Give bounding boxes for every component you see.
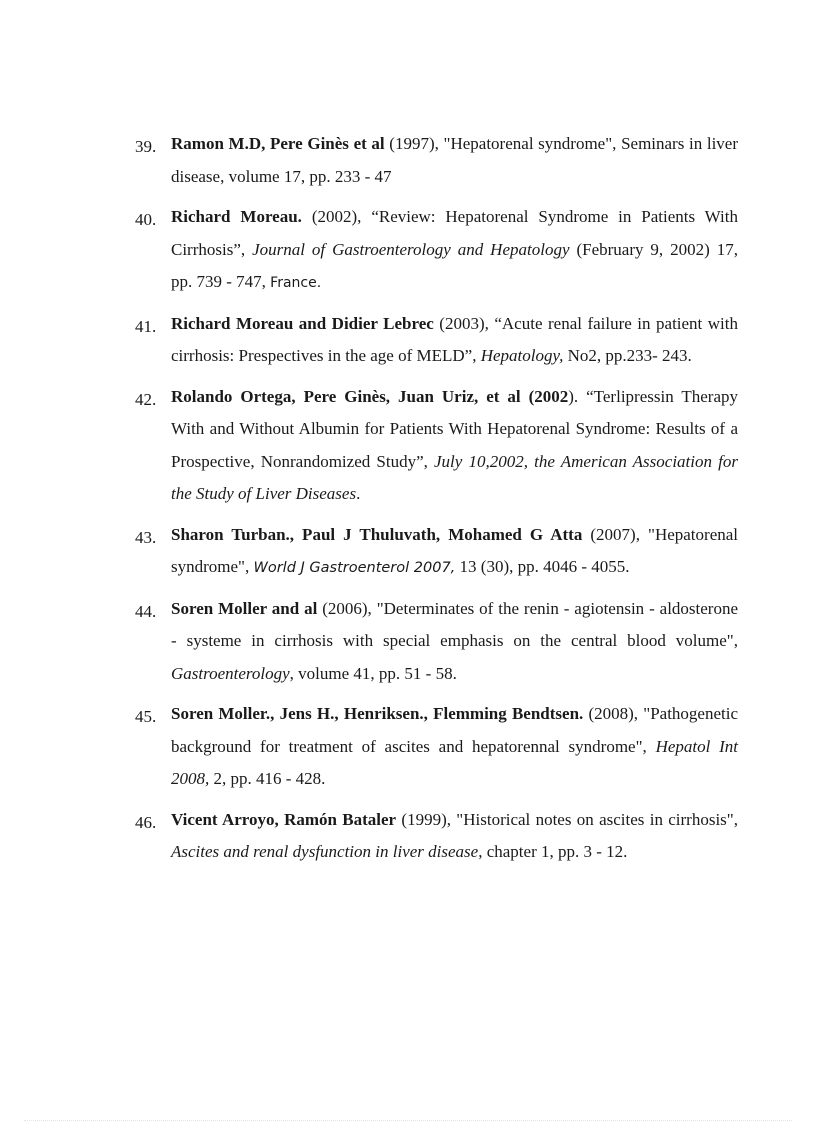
reference-journal: Hepatol Int 2008, [171,736,738,788]
reference-text [171,128,738,193]
reference-journal: Hepatology, [480,346,564,365]
reference-journal: Gastroenterology [171,663,290,683]
reference-item-39 [0,128,816,193]
reference-journal: Ascites and renal dysfunction in liver disease [171,842,479,861]
reference-year: (2003), [433,313,495,333]
reference-details: , volume 41, pp. 51 - 58. [289,663,457,683]
reference-number: 40. [135,210,157,229]
reference-year: (1997), [384,134,444,153]
reference-year: (2006), [317,598,377,618]
reference-text [171,698,738,796]
reference-journal: World J Gastroenterol 2007, [253,560,456,576]
reference-title: “Terlipressin Therapy With and Without Albumin for Patients With Hepatorenal Syndrome: Results of a Prospective, Nonrandomized Study”, [171,386,738,471]
reference-year: (2008), [583,704,644,723]
reference-details: (February 9, 2002) 17, pp. 739 - 747, [171,239,738,291]
reference-number: 45. [135,707,157,726]
reference-text [171,593,738,691]
reference-year: (2002), [301,207,372,226]
reference-authors: Rolando Ortega, Pere Ginès, Juan Uriz, et al (2002 [171,386,569,406]
reference-item-41 [0,308,816,373]
reference-text [171,804,738,869]
page-bottom-divider [24,1120,792,1121]
reference-details: , chapter 1, pp. 3 - 12. [478,842,628,861]
reference-year: ). [568,386,587,406]
reference-title: “Acute renal failure in patient with cirrhosis: Prespectives in the age of MELD”, [171,313,738,365]
reference-item-45 [0,698,816,796]
reference-journal: Journal of Gastroenterology and Hepatology [252,239,570,259]
reference-authors: Soren Moller and al [171,598,318,618]
reference-text [171,519,738,585]
reference-item-46 [0,804,816,869]
reference-authors: Richard Moreau. [171,207,302,226]
reference-item-40 [0,201,816,300]
reference-title: "Pathogenetic background for treatment of ascites and hepatorennal syndrome", [171,704,738,756]
reference-number: 39. [135,137,157,156]
reference-year: (1999), [396,809,457,829]
reference-details: 2, pp. 416 - 428. [209,769,326,788]
reference-title: "Determinates of the renin - agiotensin - aldosterone - systeme in cirrhosis with special emphasis on the central blood volume", [171,598,739,650]
reference-country: France. [270,275,322,291]
reference-number: 41. [135,316,157,336]
reference-number: 43. [135,527,157,547]
reference-details: 13 (30), pp. 4046 - 4055. [455,557,630,576]
reference-authors: Soren Moller., Jens H., Henriksen., Flemming Bendtsen. [171,704,584,723]
reference-title: "Hepatorenal syndrome", [443,134,622,153]
reference-year: (2007), [582,524,648,544]
reference-number: 44. [135,601,157,621]
reference-title: “Review: Hepatorenal Syndrome in Patients With Cirrhosis”, [171,207,738,259]
reference-title: "Historical notes on ascites in cirrhosis", [456,809,738,829]
reference-text [171,308,738,373]
reference-authors: Sharon Turban., Paul J Thuluvath, Mohamed G Atta [171,524,583,544]
reference-number: 42. [135,389,157,409]
reference-item-42 [0,381,816,511]
reference-journal: July 10,2002, the American Association for the Study of Liver Diseases [171,451,738,503]
reference-authors: Richard Moreau and Didier Lebrec [171,313,434,333]
reference-list [0,128,816,877]
reference-source: Seminars in liver disease, volume 17, pp. 233 - 47 [171,134,738,186]
reference-details: . [356,484,361,503]
reference-title: "Hepatorenal syndrome", [171,524,739,576]
reference-item-44 [0,593,816,691]
reference-item-43 [0,519,816,585]
reference-text [171,201,738,300]
reference-authors: Vicent Arroyo, Ramón Bataler [171,809,397,829]
reference-text [171,381,738,511]
reference-number: 46. [135,812,157,832]
reference-authors: Ramon M.D, Pere Ginès et al [171,134,385,153]
reference-details: No2, pp.233- 243. [563,346,692,365]
